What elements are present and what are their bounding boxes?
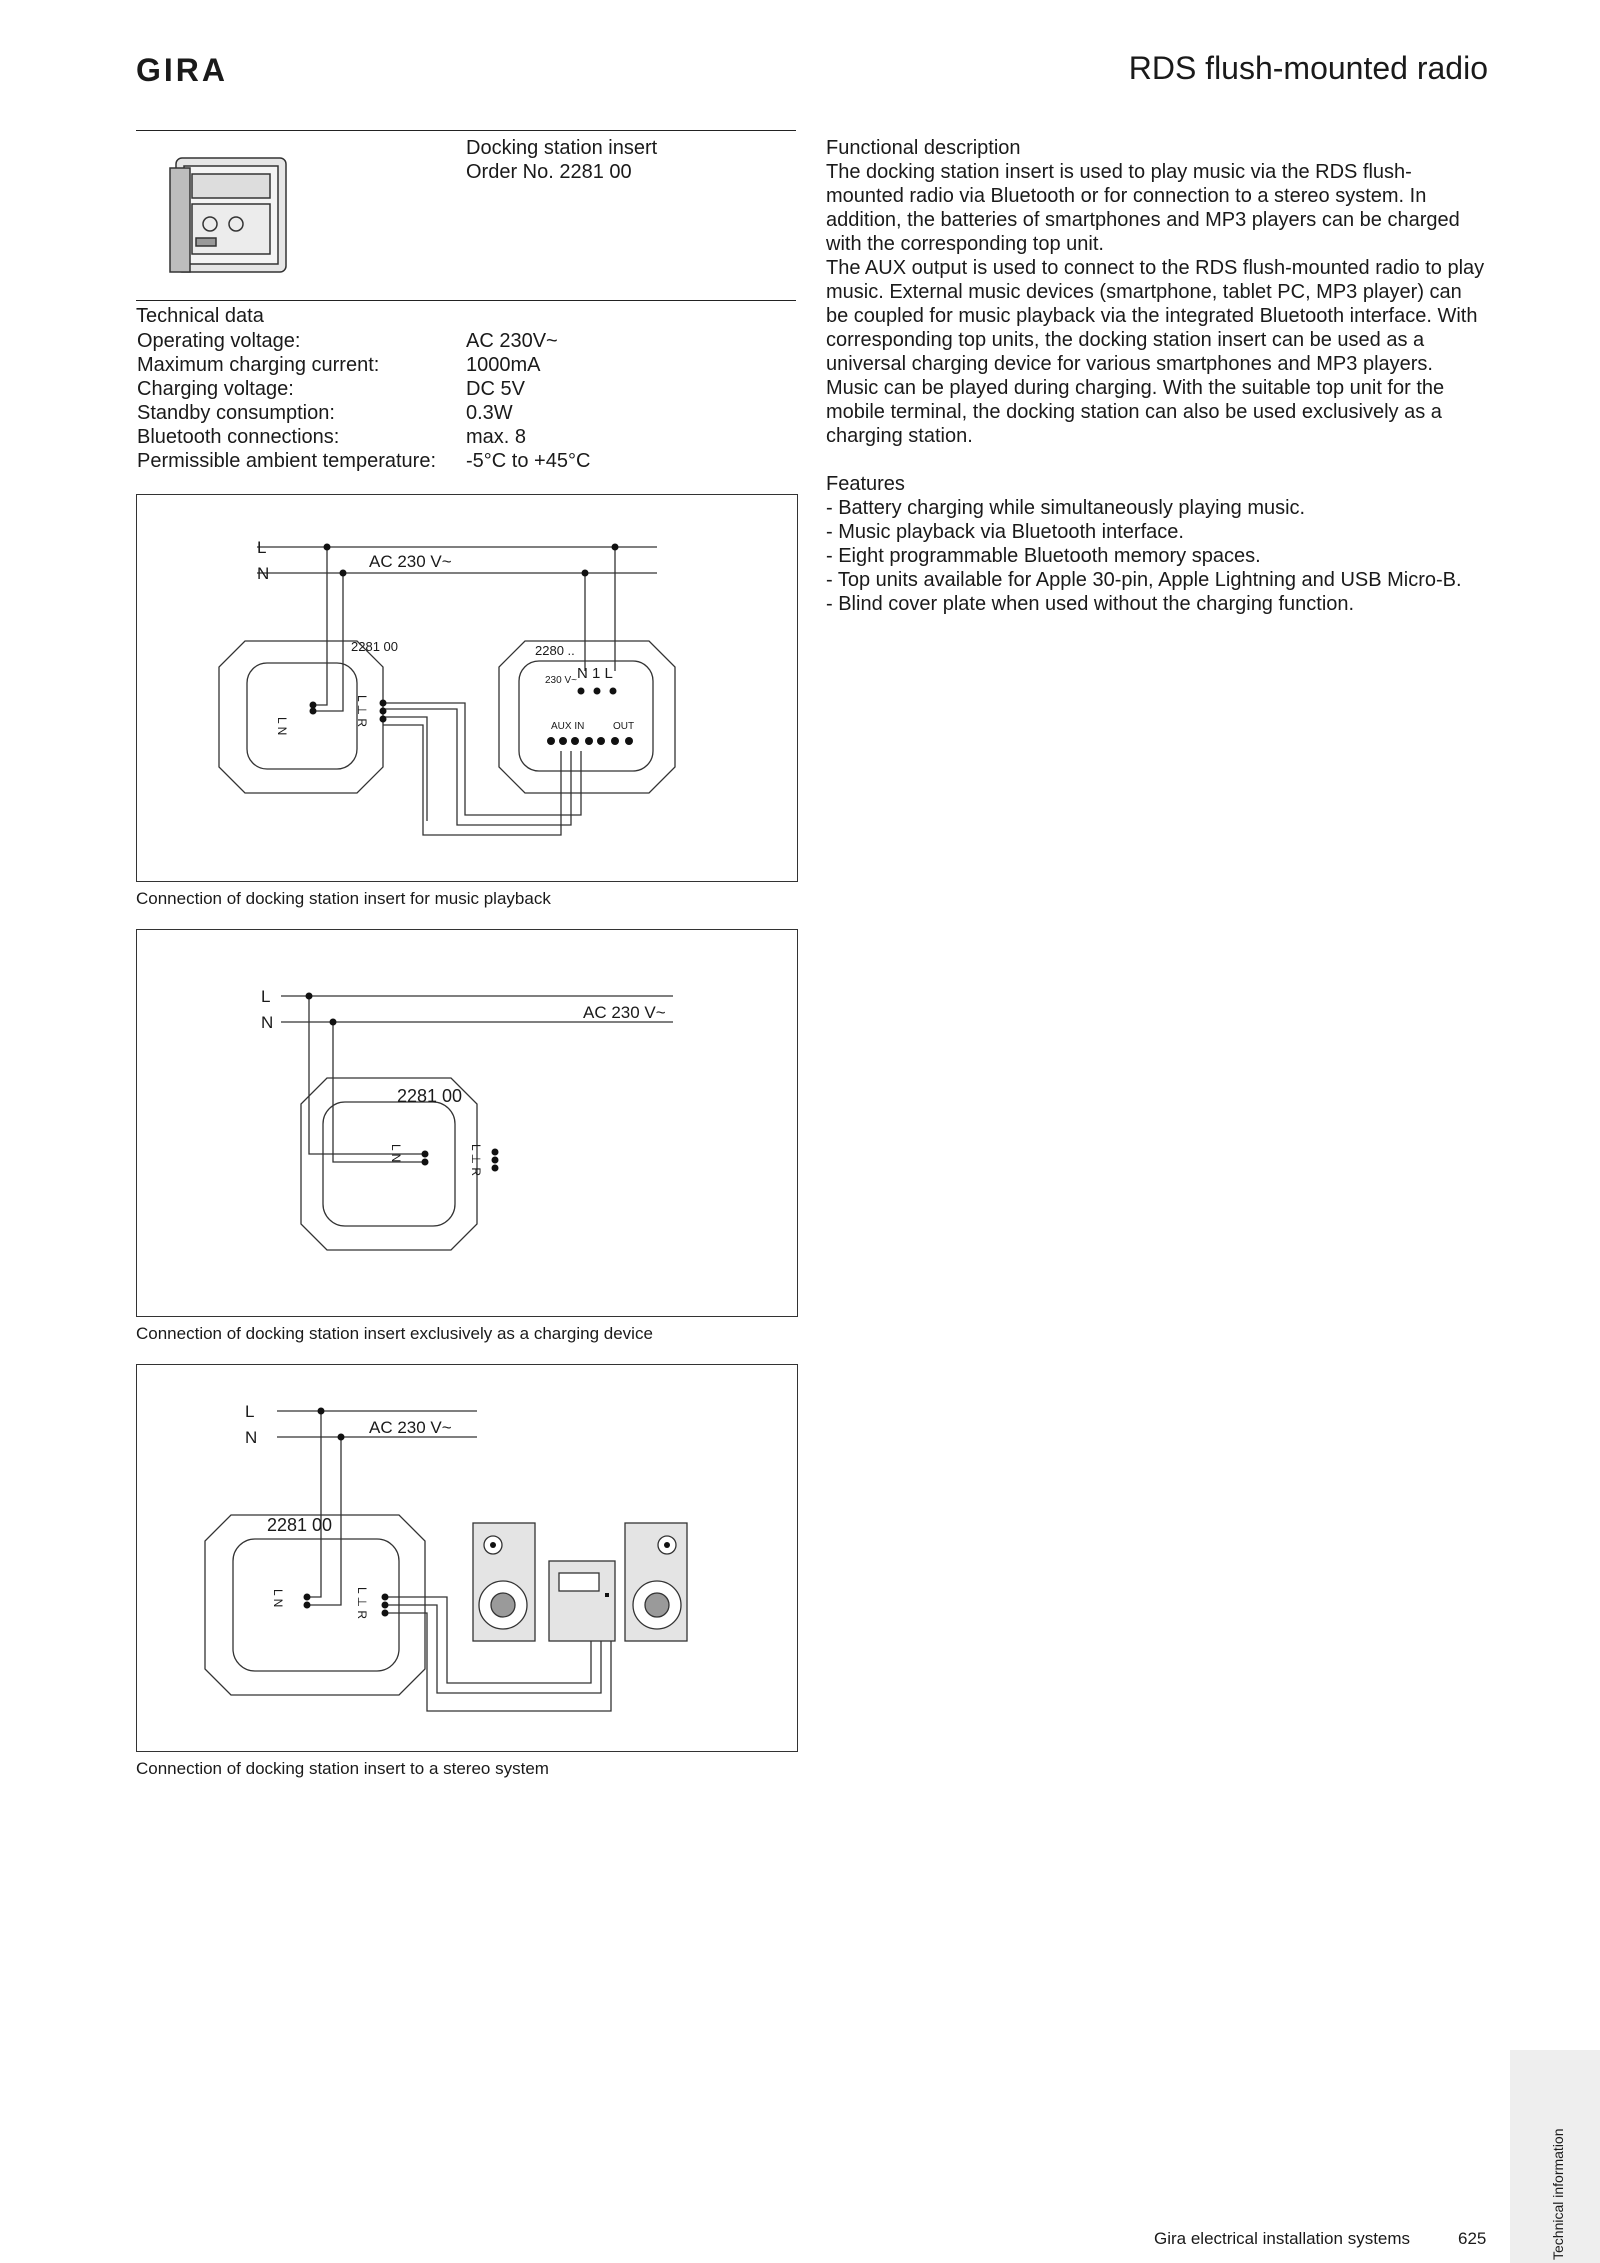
tech-row: [137, 353, 797, 377]
label-ac: AC 230 V~: [369, 1418, 452, 1437]
tech-row: [137, 377, 797, 401]
label-radio: 2280 ..: [535, 643, 575, 658]
page-title: RDS flush-mounted radio: [1128, 50, 1488, 86]
tech-key: Charging voltage:: [137, 378, 294, 400]
info-icon: [1546, 2052, 1562, 2070]
divider: [136, 300, 796, 301]
list-item: - Battery charging while simultaneously playing music.: [826, 497, 1306, 519]
features-list: [826, 496, 1486, 616]
tech-value: 0.3W: [466, 402, 513, 424]
side-tab-label: Technical information: [1550, 2128, 1566, 2260]
product-name: Docking station insert: [466, 137, 658, 159]
tech-key: Bluetooth connections:: [137, 426, 340, 448]
label-dock-lr: L ⊥ R: [355, 1587, 369, 1620]
label-dock: 2281 00: [397, 1086, 463, 1106]
label-ac: AC 230 V~: [583, 1003, 666, 1022]
functional-paragraph: The AUX output is used to connect to the RDS flush-mounted radio to play music. External music devices (smartphone, tablet PC, MP3 player) can be coupled for music playback via the integrated Bluetooth interface. With corresponding top units, the docking station insert can be used as a universal charging device for various smartphones and MP3 players. Music can be played during charging. With the suitable top unit for the mobile terminal, the docking station can also be used exclusively as a charging station.: [826, 257, 1485, 447]
tech-value: 1000mA: [466, 354, 541, 376]
label-l: L: [261, 987, 271, 1006]
tech-value: AC 230V~: [466, 330, 558, 352]
functional-paragraph: The docking station insert is used to play music via the RDS flush-mounted radio via Bluetooth or for connection to a stereo system. In addition, the batteries of smartphones and MP3 players can be charged with the corresponding top unit.: [826, 161, 1460, 255]
tech-value: max. 8: [466, 426, 527, 448]
side-tab: [1510, 2050, 1600, 2263]
order-number: Order No. 2281 00: [466, 161, 632, 183]
technical-table: [137, 329, 797, 473]
features-heading: Features: [826, 473, 905, 495]
label-n: N: [261, 1013, 274, 1032]
wiring-diagram-stereo: [136, 1364, 798, 1752]
list-item: - Eight programmable Bluetooth memory spaces.: [826, 545, 1261, 567]
tech-row: [137, 425, 797, 449]
tech-row: [137, 329, 797, 353]
list-item: - Top units available for Apple 30-pin, Apple Lightning and USB Micro-B.: [826, 569, 1462, 591]
label-radio-voltage: 230 V~: [545, 675, 577, 686]
tech-value: -5°C to +45°C: [466, 450, 591, 472]
label-out: OUT: [613, 721, 635, 732]
technical-heading: Technical data: [136, 305, 264, 327]
label-ac: AC 230 V~: [369, 552, 452, 571]
label-dock-ln: L N: [271, 1589, 285, 1608]
tech-row: [137, 401, 797, 425]
label-n: N: [245, 1428, 258, 1447]
label-dock-lr: L ⊥ R: [355, 695, 369, 728]
label-l: L: [245, 1402, 255, 1421]
footer-company: Gira electrical installation systems: [1154, 2229, 1411, 2248]
label-l: L: [257, 538, 267, 557]
label-n: N: [257, 564, 270, 583]
label-dock-ln: L N: [275, 717, 289, 736]
tech-key: Maximum charging current:: [137, 354, 380, 376]
caption-diagram-3: Connection of docking station insert to a stereo system: [136, 1759, 549, 1778]
functional-heading: Functional description: [826, 137, 1021, 159]
tech-key: Standby consumption:: [137, 402, 335, 424]
tech-key: Operating voltage:: [137, 330, 301, 352]
caption-diagram-2: Connection of docking station insert exclusively as a charging device: [136, 1324, 653, 1343]
functional-description: [826, 136, 1486, 616]
label-radio-n1l: N 1 L: [577, 665, 613, 682]
list-item: - Blind cover plate when used without the charging function.: [826, 593, 1355, 615]
wiring-diagram-charging: [136, 929, 798, 1317]
caption-diagram-1: Connection of docking station insert for music playback: [136, 889, 551, 908]
label-dock: 2281 00: [351, 639, 398, 654]
tech-key: Permissible ambient temperature:: [137, 450, 437, 472]
wiring-schematic: [137, 930, 797, 1316]
label-dock: 2281 00: [267, 1515, 333, 1535]
product-image: [136, 150, 326, 280]
tech-row: [137, 449, 797, 473]
wiring-diagram-music-playback: [136, 494, 798, 882]
label-aux-in: AUX IN: [551, 721, 585, 732]
gira-logo: GIRA: [136, 52, 228, 88]
page-number: 625: [1458, 2229, 1487, 2248]
label-dock-lr: L ⊥ R: [469, 1144, 483, 1177]
wiring-schematic: [137, 1365, 797, 1751]
label-dock-ln: L N: [389, 1144, 403, 1163]
wiring-schematic: [137, 495, 797, 881]
list-item: - Music playback via Bluetooth interface.: [826, 521, 1184, 543]
tech-value: DC 5V: [466, 378, 525, 400]
divider: [136, 130, 796, 131]
